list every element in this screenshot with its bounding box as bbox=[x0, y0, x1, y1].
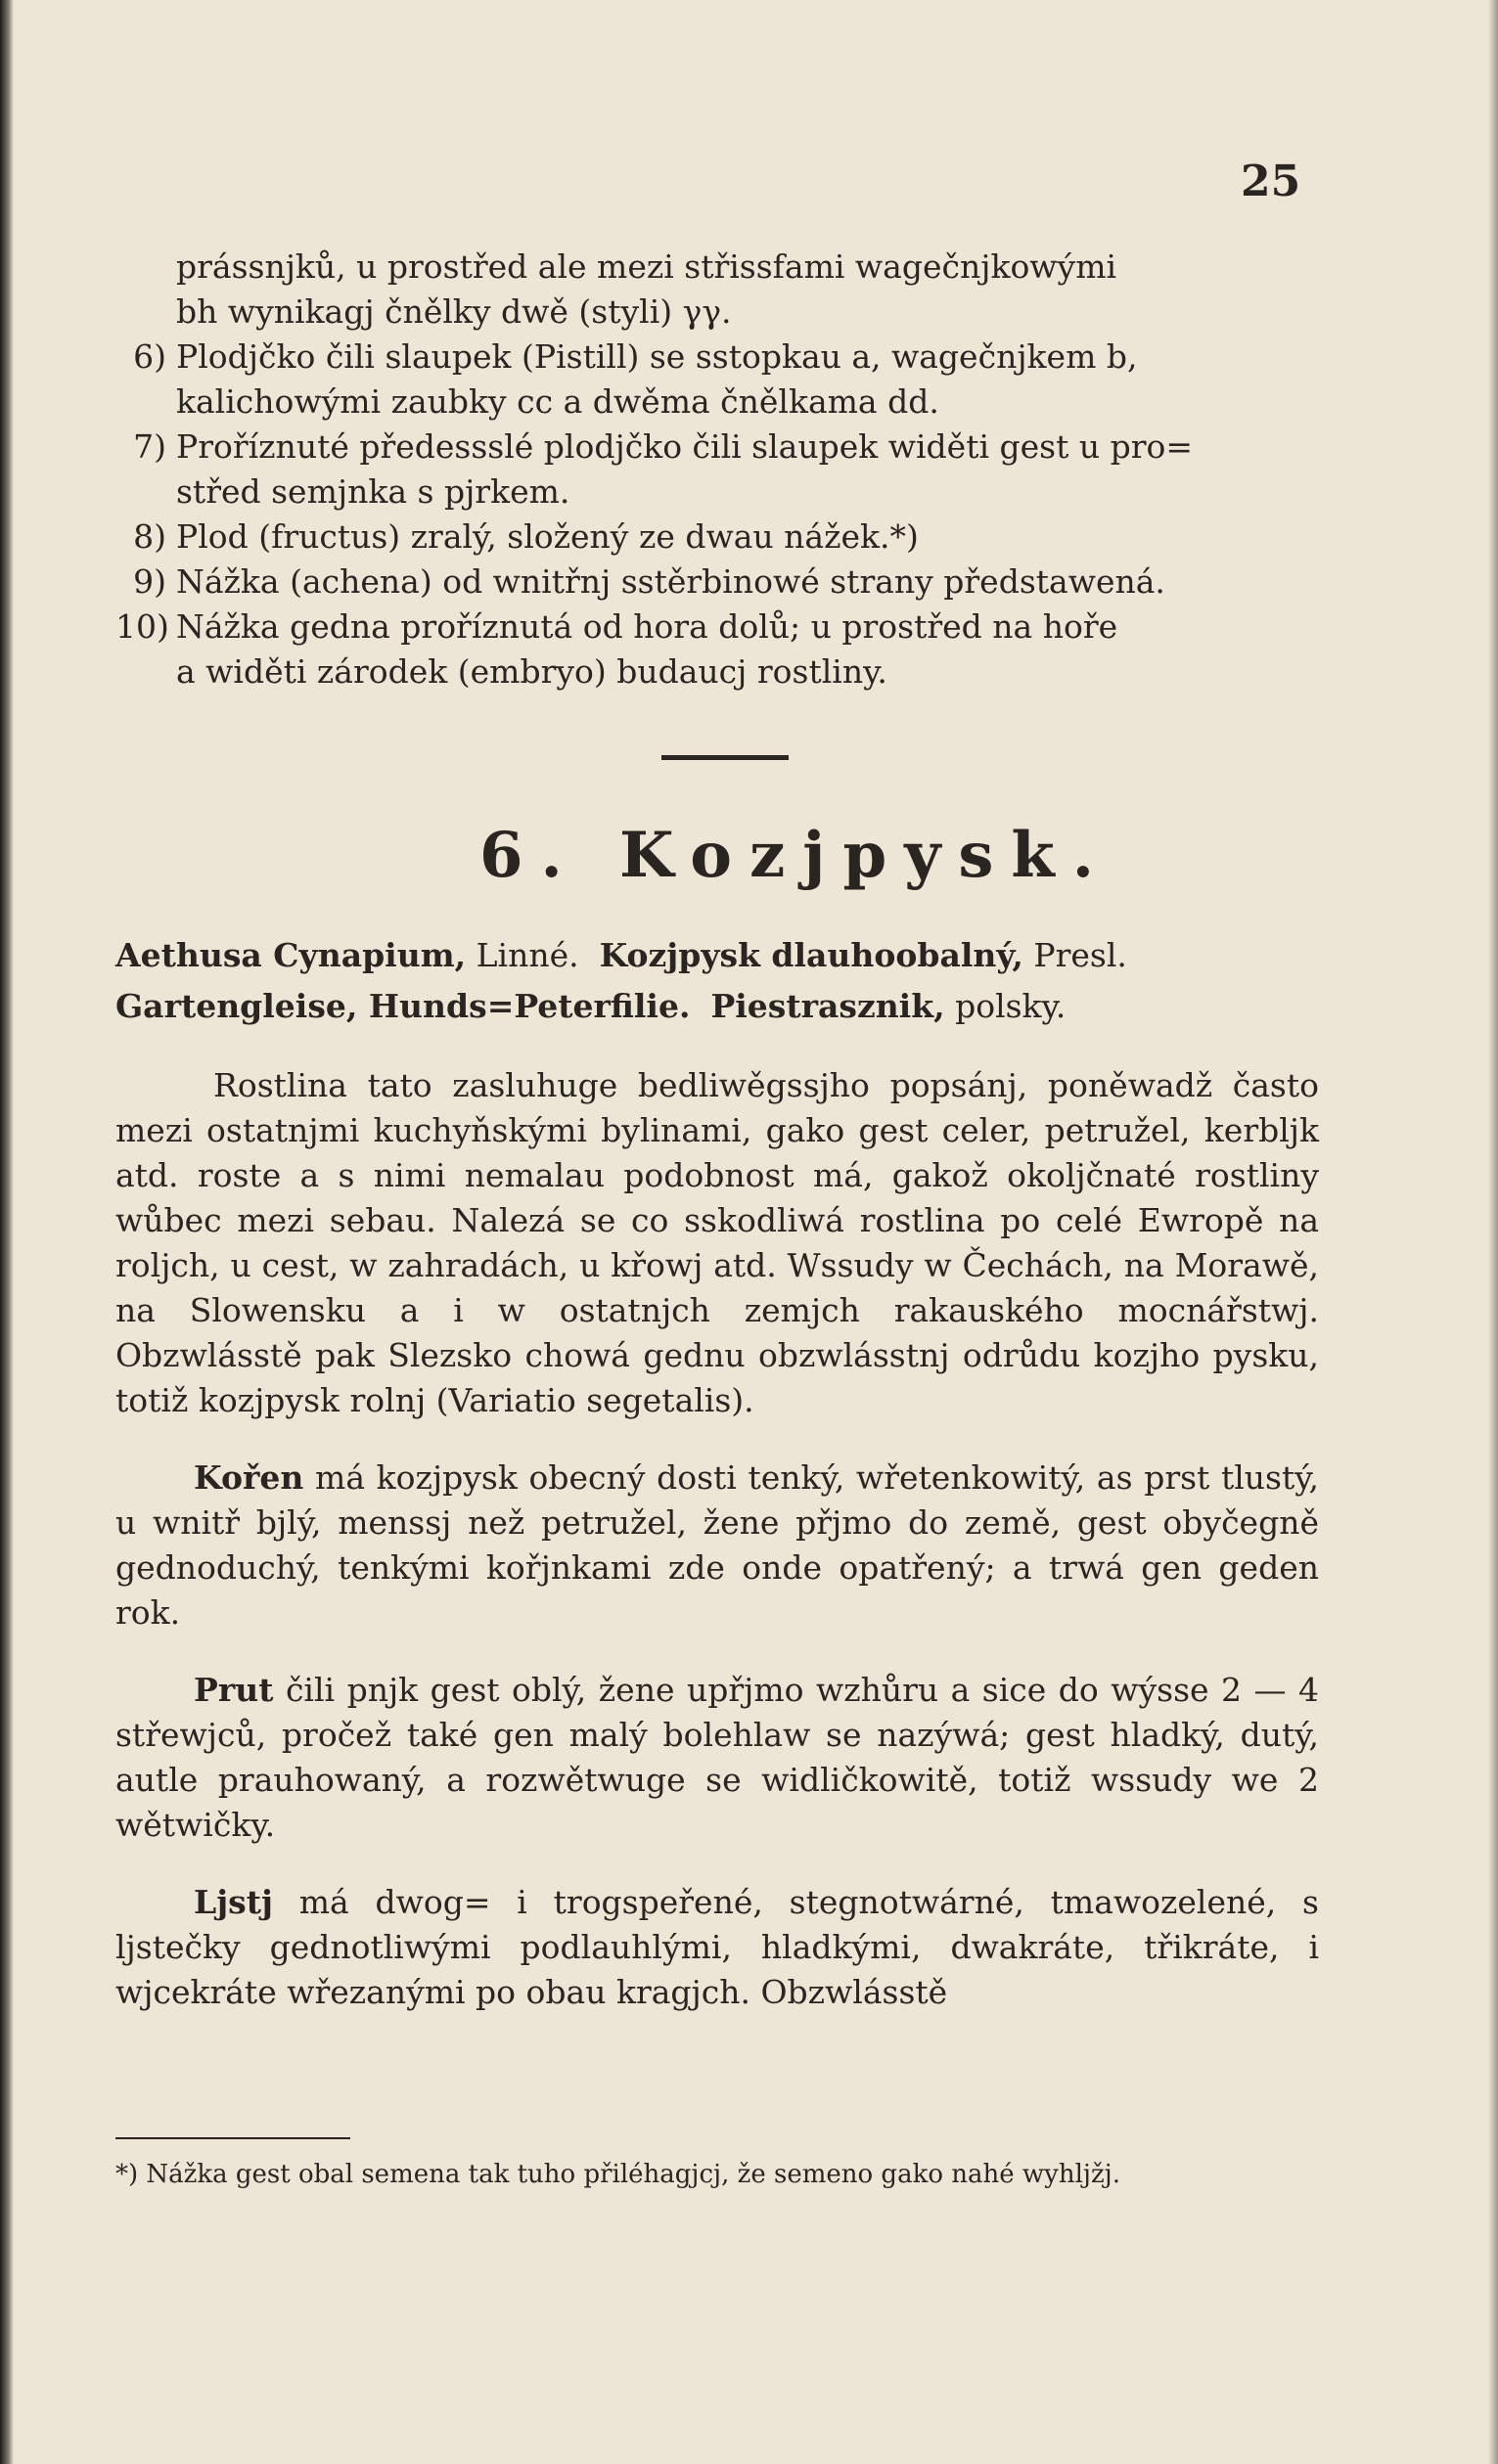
czech-author: Presl. bbox=[1033, 936, 1127, 974]
footnote: *) Nážka gest obal semena tak tuho přiléhagjcj, že semeno gako nahé wyhljžj. bbox=[115, 2160, 1120, 2189]
page-shadow-left bbox=[0, 0, 14, 2464]
paragraph-lead: Prut bbox=[194, 1671, 274, 1709]
legend-number: 7) bbox=[133, 427, 166, 466]
legend-line: Nážka (achena) od wnitřnj sstěrbinowé strany předstawená. bbox=[176, 562, 1165, 601]
paragraph-lead: Ljstj bbox=[194, 1883, 273, 1921]
legend-line: Plod (fructus) zralý, složený ze dwau nážek.*) bbox=[176, 517, 919, 556]
legend-number: 8) bbox=[133, 517, 166, 556]
page-number: 25 bbox=[1241, 157, 1301, 206]
body-paragraph bbox=[115, 1880, 1319, 2015]
section-title: Kozjpysk. bbox=[619, 819, 1112, 892]
legend-line: a widěti zárodek (embryo) budaucj rostliny. bbox=[176, 652, 887, 691]
paragraph-text: čili pnjk gest oblý, žene upřjmo wzhůru a sice do wýsse 2 — 4 střewjců, pročež také gen malý bolehlaw se nazýwá; gest hladký, dutý, autle prauhowaný, a rozwětwuge se widličkowitě, totiž wssudy we 2 wětwičky. bbox=[115, 1671, 1320, 1844]
body-paragraph bbox=[115, 1668, 1319, 1848]
synonyms-block bbox=[115, 930, 1319, 1032]
paragraph-text: má kozjpysk obecný dosti tenký, wřetenkowitý, as prst tlustý, u wnitř bjlý, menssj než petružel, žene přjmo do země, gest obyčegně gednoduchý, tenkými kořjnkami zde onde opatřený; a trwá gen geden rok. bbox=[115, 1458, 1319, 1632]
section-divider bbox=[661, 755, 789, 760]
legend-line: Nážka gedna proříznutá od hora dolů; u prostřed na hoře bbox=[176, 607, 1118, 646]
synonym-line-2 bbox=[115, 981, 1319, 1032]
paragraph-text: má dwog= i trogspeřené, stegnotwárné, tmawozelené, s ljstečky gednotliwými podlauhlými, hladkými, dwakráte, třikráte, i wjcekráte wřezanými po obau kragjch. Obzwlásstě bbox=[115, 1883, 1319, 2011]
legend-line: střed semjnka s pjrkem. bbox=[176, 472, 570, 511]
legend-line: bh wynikagj čnělky dwě (styli) γγ. bbox=[176, 292, 732, 331]
czech-name: Kozjpysk dlauhoobalný, bbox=[599, 936, 1023, 974]
latin-author: Linné. bbox=[476, 936, 579, 974]
latin-name: Aethusa Cynapium, bbox=[115, 936, 467, 974]
legend-line: Proříznuté předessslé plodjčko čili slaupek widěti gest u pro= bbox=[176, 427, 1194, 466]
legend-line: Plodjčko čili slaupek (Pistill) se sstopkau a, wagečnjkem b, bbox=[176, 337, 1138, 376]
polish-note: polsky. bbox=[955, 987, 1067, 1025]
footnote-rule bbox=[115, 2137, 350, 2139]
legend-number: 10) bbox=[115, 607, 169, 646]
legend-line: prássnjků, u prostřed ale mezi střissfami wagečnjkowými bbox=[176, 247, 1117, 286]
body-paragraph: Rostlina tato zasluhuge bedliwěgssjho popsánj, poněwadž často mezi ostatnjmi kuchyňskými bylinami, gako gest celer, petružel, kerblјk atd. roste a s nimi nemalau podobnost má, gakož okoljčnaté rostliny wůbec mezi sebau. Nalezá se co sskodliwá rostlina po celé Ewropě na roljch, u cest, w zahradách, u křowj atd. Wssudy w Čechách, na Morawě, na Slowensku a i w ostatnjch zemjch rakauského mocnářstwj. Obzwlásstě pak Slezsko chowá gednu obzwlásstnj odrůdu kozjho pysku, totiž kozjpysk rolnj (Variatio segetalis). bbox=[115, 1066, 1319, 1419]
legend-line: kalichowými zaubky cc a dwěma čnělkama dd. bbox=[176, 382, 939, 421]
german-name: Gartengleise, Hunds=Peterfilie. bbox=[115, 987, 691, 1025]
section-number: 6. bbox=[478, 819, 580, 892]
section-heading bbox=[115, 817, 1319, 895]
legend-number: 9) bbox=[133, 562, 166, 601]
legend-number: 6) bbox=[133, 337, 166, 376]
page-content bbox=[115, 245, 1319, 2047]
paragraph-lead: Kořen bbox=[194, 1458, 304, 1497]
body-paragraph bbox=[115, 1456, 1319, 1635]
page-shadow-right bbox=[1488, 0, 1498, 2464]
polish-name: Piestrasznik, bbox=[710, 987, 945, 1025]
figure-legend bbox=[115, 245, 1319, 694]
synonym-line-1 bbox=[115, 930, 1319, 981]
